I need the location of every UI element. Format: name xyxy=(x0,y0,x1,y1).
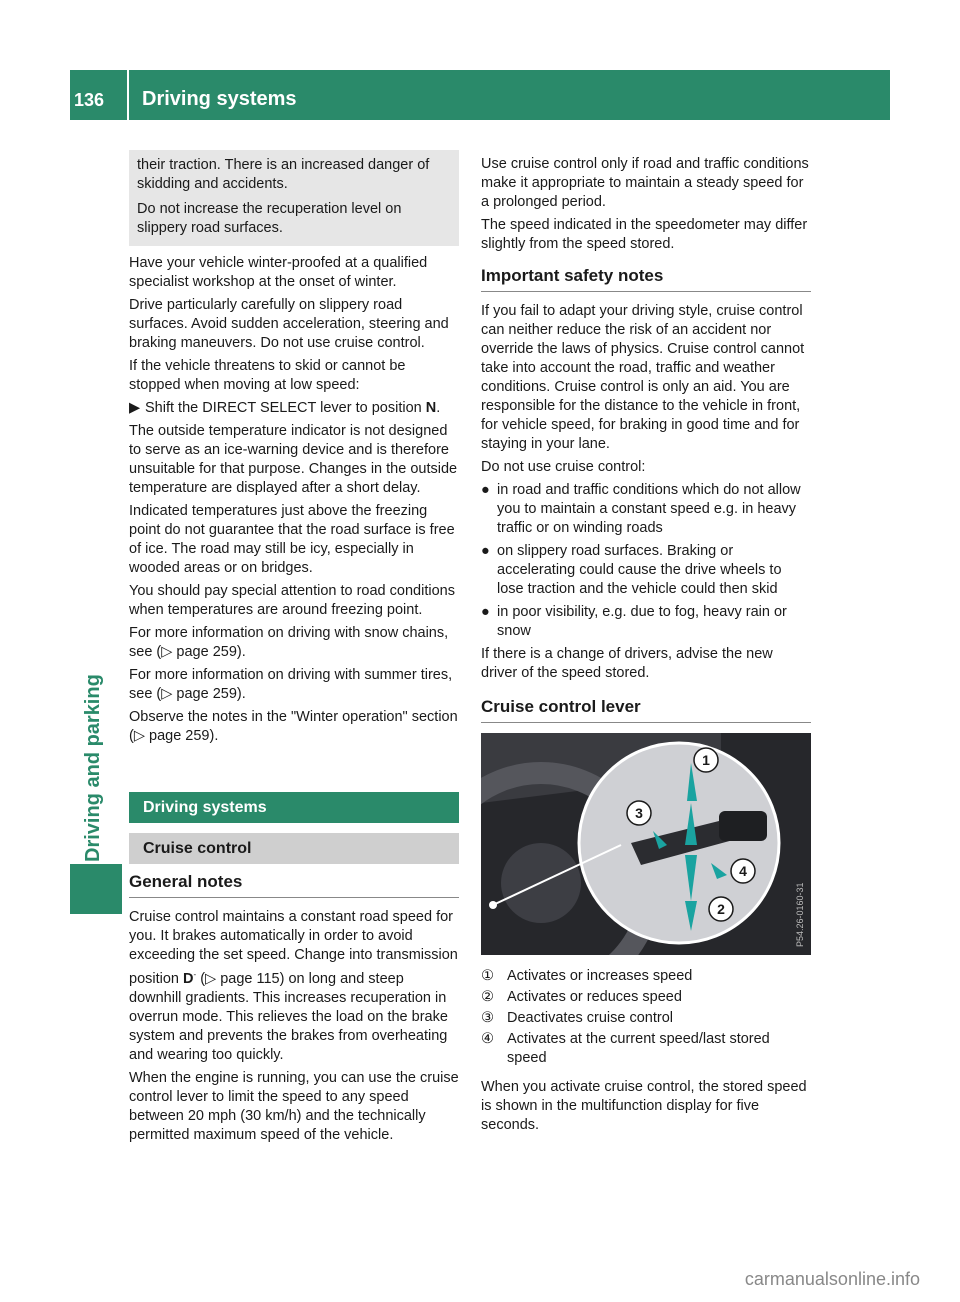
legend-item xyxy=(481,967,811,986)
paragraph-link[interactable]: For more information on driving with summer tires, see (▷ page 259). xyxy=(129,667,453,702)
cruise-control-figure xyxy=(481,733,811,955)
paragraph: You should pay special attention to road conditions when temperatures are around freezing point. xyxy=(129,583,455,618)
side-tab-label: Driving and parking xyxy=(82,674,104,862)
callout-1: 1 xyxy=(702,752,710,768)
heading-safety-notes: Important safety notes xyxy=(481,266,811,292)
callout-3: 3 xyxy=(635,805,643,821)
footer-credit: carmanualsonline.info xyxy=(744,1269,920,1289)
paragraph: Drive particularly carefully on slippery road surfaces. Avoid sudden acceleration, steering and braking maneuvers. Do not use cruise control. xyxy=(129,297,449,351)
legend-num: ① xyxy=(481,968,494,984)
bullet-icon: ● xyxy=(481,482,490,498)
section-marker xyxy=(70,864,122,914)
step-end: . xyxy=(436,400,441,416)
legend-item xyxy=(481,988,811,1007)
list-item-text: in road and traffic conditions which do not allow you to maintain a constant speed e.g. in heavy traffic or on winding roads xyxy=(497,482,801,536)
paragraph: When the engine is running, you can use the cruise control lever to limit the speed to any speed between 20 mph (30 km/h) and the technically permitted maximum speed of the vehicle. xyxy=(129,1069,459,1143)
side-tab xyxy=(82,120,116,860)
paragraph-link[interactable]: Observe the notes in the "Winter operation" section (▷ page 259). xyxy=(129,709,458,744)
step-text: Shift the DIRECT SELECT lever to position xyxy=(145,400,426,416)
page-number: 136 xyxy=(74,90,105,110)
legend-num: ③ xyxy=(481,1010,494,1026)
paragraph: If you fail to adapt your driving style, cruise control can neither reduce the risk of an accident nor override the laws of physics. Cruise control cannot take into account the road, traffic and weather conditions. Cruise control is only an aid. You are responsible for the distance to the vehicle in front, for vehicle speed, for braking in good time and for staying in your lane. xyxy=(481,303,805,452)
left-column xyxy=(129,150,459,1149)
paragraph: Cruise control maintains a constant road speed for you. It brakes automatically in order to avoid exceeding the set speed. Change into transmission position D- (▷ page 115) on long and steep downhill gradients. This increases recuperation in overrun mode. This relieves the load on the brake system and prevents the brakes from overheating and wearing too quickly. xyxy=(129,909,458,1063)
legend-text: Activates or reduces speed xyxy=(507,989,682,1005)
general-text-b: (▷ page 115) on long and steep downhill gradients. This increases recuperation in overrun mode. This relieves the load on the brake system and prevents the brakes from overheating and wearing too quickly. xyxy=(129,970,448,1063)
list-item xyxy=(481,542,811,599)
callout-4: 4 xyxy=(739,863,747,879)
legend-num: ② xyxy=(481,989,494,1005)
paragraph: If the vehicle threatens to skid or cannot be stopped when moving at low speed: xyxy=(129,358,406,393)
list-item-text: in poor visibility, e.g. due to fog, heavy rain or snow xyxy=(497,604,787,639)
paragraph: When you activate cruise control, the stored speed is shown in the multifunction display for five seconds. xyxy=(481,1079,807,1133)
warning-text: their traction. There is an increased danger of skidding and accidents. xyxy=(137,157,430,192)
paragraph: The speed indicated in the speedometer may differ slightly from the speed stored. xyxy=(481,217,808,252)
legend-item xyxy=(481,1030,811,1068)
page-title: Driving systems xyxy=(142,88,297,110)
list-item-text: on slippery road surfaces. Braking or accelerating could cause the drive wheels to lose traction and the vehicle could then skid xyxy=(497,543,782,597)
legend-text: Deactivates cruise control xyxy=(507,1010,674,1026)
paragraph: The outside temperature indicator is not designed to serve as an ice-warning device and is therefore unsuitable for that purpose. Changes in the outside temperature are displayed after a short delay. xyxy=(129,423,458,496)
paragraph: Have your vehicle winter-proofed at a qualified specialist workshop at the onset of winter. xyxy=(129,255,428,290)
bullet-icon: ● xyxy=(481,604,490,620)
legend-text: Activates at the current speed/last stored speed xyxy=(507,1031,770,1066)
paragraph: Do not use cruise control: xyxy=(481,459,646,475)
subsection-band: Cruise control xyxy=(129,833,459,864)
right-column xyxy=(481,155,811,1139)
paragraph: If there is a change of drivers, advise the new driver of the speed stored. xyxy=(481,646,773,681)
arrow-icon: ▶ xyxy=(129,400,141,416)
legend-item xyxy=(481,1009,811,1028)
list-item xyxy=(481,603,811,641)
section-band: Driving systems xyxy=(129,792,459,823)
figure-code: P54.26-0160-31 xyxy=(795,882,805,947)
heading-general-notes: General notes xyxy=(129,872,459,898)
general-text-a: Cruise control maintains a constant road speed for you. It brakes automatically in order to avoid exceeding the set speed. Change into transmission position xyxy=(129,909,458,987)
paragraph: Indicated temperatures just above the freezing point do not guarantee that the road surface is free of ice. The road may still be icy, especially in wooded areas or on bridges. xyxy=(129,503,455,576)
list-item xyxy=(481,481,811,538)
step-position: N xyxy=(425,400,437,416)
legend-text: Activates or increases speed xyxy=(507,968,693,984)
paragraph-link[interactable]: For more information on driving with snow chains, see (▷ page 259). xyxy=(129,625,449,660)
paragraph: Use cruise control only if road and traffic conditions make it appropriate to maintain a steady speed for a prolonged period. xyxy=(481,156,809,210)
transmission-position: D xyxy=(183,970,194,987)
cruise-lever-illustration xyxy=(481,733,811,955)
instruction-step xyxy=(129,399,459,418)
callout-2: 2 xyxy=(717,901,725,917)
warning-text: Do not increase the recuperation level on slippery road surfaces. xyxy=(137,201,402,236)
header-divider xyxy=(127,70,129,120)
bullet-icon: ● xyxy=(481,543,490,559)
warning-box xyxy=(129,150,459,246)
heading-cruise-lever: Cruise control lever xyxy=(481,697,811,723)
legend-num: ④ xyxy=(481,1031,494,1047)
